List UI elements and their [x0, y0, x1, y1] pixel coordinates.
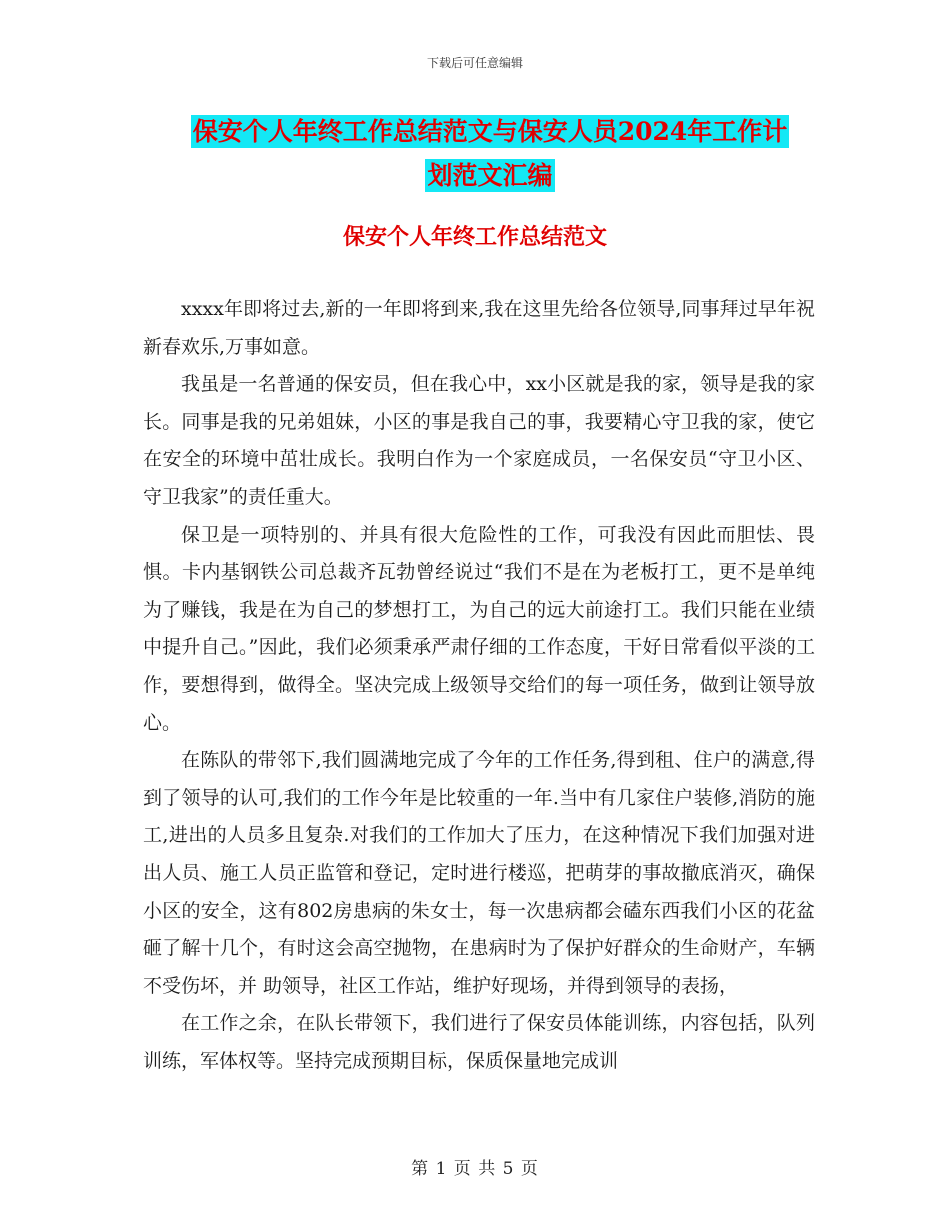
section-title: 保安个人年终工作总结范文: [342, 224, 607, 250]
title-line-1: 保安个人年终工作总结范文与保安人员2024年工作计: [192, 117, 788, 146]
paragraph: xxxx年即将过去,新的一年即将到来,我在这里先给各位领导,同事拜过早年祝新春欢乐,万事如意。: [143, 298, 815, 358]
paragraph: 在陈队的带邻下,我们圆满地完成了今年的工作任务,得到租、住户的满意,得到了领导的认可,我们的工作今年是比较重的一年.当中有几家住户装修,消防的施工,进出的人员多且复杂.对我们的工作加大了压力，在这种情况下我们加强对进出人员、施工人员正监管和登记，定时进行楼巡，把萌芽的事故撤底消灭，确保小区的安全，这有802房患病的朱女士，每一次患病都会磕东西我们小区的花盆砸了解十几个，有时这会高空抛物，在患病时为了保护好群众的生命财产，车辆不受伤坏，并 助领导，社区工作站，维护好现场，并得到领导的表扬，: [143, 749, 815, 997]
document-title: [140, 110, 840, 198]
header-note: 下载后可任意编辑: [426, 56, 523, 70]
title-line-2: 划范文汇编: [427, 161, 553, 190]
paragraph: 在工作之余，在队长带领下，我们进行了保安员体能训练，内容包括，队列训练，军体权等。坚持完成预期目标，保质保量地完成训: [143, 1012, 815, 1072]
page-number-footer: 第 1 页 共 5 页: [411, 1159, 539, 1179]
document-body: [143, 291, 815, 1080]
paragraph: 我虽是一名普通的保安员，但在我心中，xx小区就是我的家，领导是我的家长。同事是我的兄弟姐妹，小区的事是我自己的事，我要精心守卫我的家，使它在安全的环境中茁壮成长。我明白作为一个家庭成员，一名保安员“守卫小区、守卫我家”的责任重大。: [143, 373, 815, 508]
paragraph: 保卫是一项特别的、并具有很大危险性的工作，可我没有因此而胆怯、畏惧。卡内基钢铁公司总裁齐瓦勃曾经说过“我们不是在为老板打工，更不是单纯为了赚钱，我是在为自己的梦想打工，为自己的远大前途打工。我们只能在业绩中提升自己。”因此，我们必须秉承严肃仔细的工作态度，干好日常看似平淡的工作，要想得到，做得全。坚决完成上级领导交给们的每一项任务，做到让领导放心。: [143, 523, 815, 734]
